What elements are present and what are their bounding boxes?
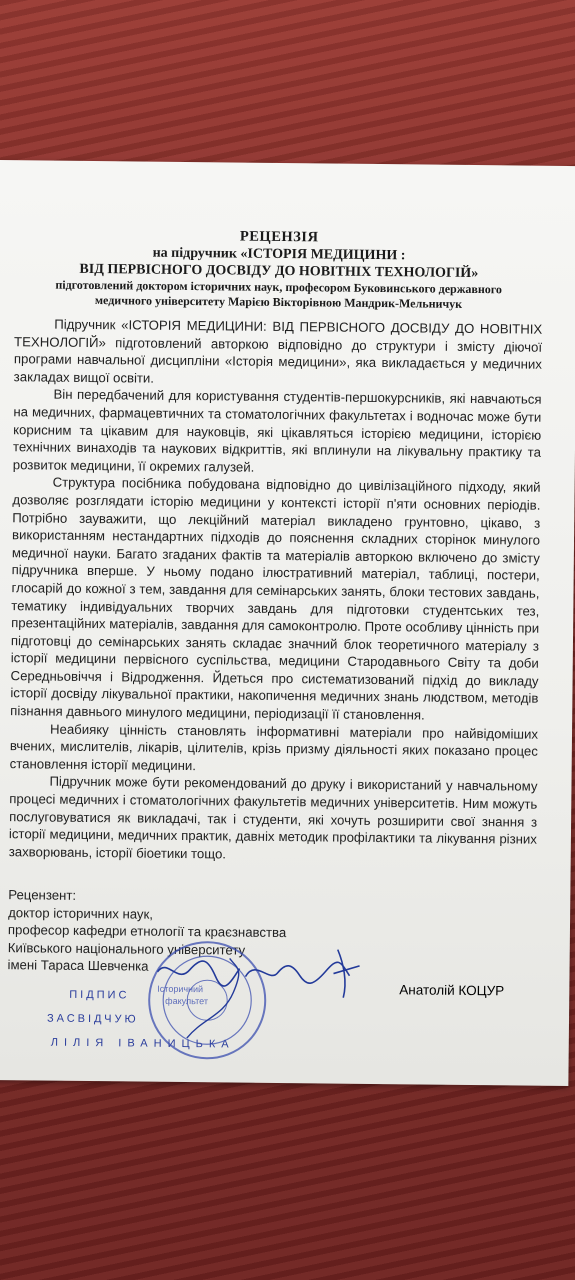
reviewer-university: Київського національного університету [7,939,246,958]
document-title: РЕЦЕНЗІЯ [239,228,319,246]
stamp-small-text-2: факультет [165,995,209,1007]
subtitle-line-3: підготовлений доктором історичних наук, професором Буковинського державного [55,277,503,297]
reviewer-position: професор кафедри етнології та краєзнавства [7,922,287,941]
subtitle-line-1: на підручник «ІСТОРІЯ МЕДИЦИНИ : [152,245,406,264]
stamp-and-signature [6,886,536,1082]
stamp-small-text-1: Історичний [157,983,204,995]
subtitle-line-4: медичного університету Марією Вікторівною Мандрик-Мельничук [94,293,463,311]
stamp-text-3: ЛІЛІЯ ІВАНИЦЬКА [50,1036,235,1051]
subtitle-line-2: ВІД ПЕРВІСНОГО ДОСВІДУ ДО НОВІТНІХ ТЕХНОЛОГІЙ» [79,261,479,282]
stamp-text-1: ПІДПИС [69,988,130,1002]
signature-block [7,886,536,1051]
review-text [9,226,544,866]
document-sheet [0,160,575,1086]
reviewer-label: Рецензент: [8,887,77,903]
reviewer-university-name: імені Тараса Шевченка [7,957,149,975]
paragraph-2: Він передбачений для користування студентів-першокурсників, які навчаються на медичних, фармацевтичних та стоматологічних факультетах і водночас може бути корисним та цікавим для науковців, які цікавляться історією медицини, історією технічних винаходів та наукових відкриттів, які вплинули на лікувальну практику та розвиток медицини, її окремих галузей. [12,386,542,475]
paragraph-4: Неабияку цінність становлять інформативні матеріали про найвідоміших вчених, мислителів, лікарів, цілителів, крізь призму діяльності яких показано процес становлення історії медицини. [9,721,539,773]
paragraph-3: Структура посібника побудована відповідно до цивілізаційного підходу, який дозволяє розглядати історію медицини у контексті історії п'яти основних періодів. Потрібно зауважити, що лекційний матеріал викладено грунтовно, цікаво, з використанням нестандартних підходів до пояснення складних сторінок минулого медичної науки. Багато згаданих фактів та матеріалів авторкою включено до змісту підручника вперше. У ньому подано ілюстративний матеріал, таблиці, постери, глосарій до кожної з тем, завдання для семінарських занять, блоки тестових завдань, тематику індивідуальних творчих завдань для підготовки студентських тез, презентаційних матеріалів, завдання для самоконтролю. Проте особливу цінність при підготовці до семінарських занять складає значний блок теоретичного матеріалу з історії медицини первісного суспільства, медицини Стародавнього Світу та доби Середньовіччя і Відродження. Йдеться про систематизований підхід до викладу історії досвіду лікувальної практики, накопичення медичних знань людством, методів пізнання давнього минулого медицини, періодизації її становлення. [10,474,541,723]
reviewer-degree: доктор історичних наук, [8,904,154,922]
paragraph-5: Підручник може бути рекомендований до друку і використаний у навчальному процесі медичних і стоматологічних факультетів медичних університетів. Ним можуть послуговуватися як викладачі, так і студенти, які хочуть розширити свої знання з історії медицини, медичних практик, давніх методик профілактики та лікування різних захворювань, історії біоетики тощо. [8,774,538,862]
signature-scribble-3 [333,950,360,998]
paragraph-1: Підручник «ІСТОРІЯ МЕДИЦИНИ: ВІД ПЕРВІСНОГО ДОСВІДУ ДО НОВІТНІХ ТЕХНОЛОГІЙ» підготовлений авторкою відповідно до структури і змісту діючої програми навчальної дисципліни «Історія медицини», яка викладається у медичних закладах вищої освіти. [13,316,543,386]
reviewer-name: Анатолій КОЦУР [399,982,505,999]
stamp-text-2: ЗАСВІДЧУЮ [46,1012,139,1026]
